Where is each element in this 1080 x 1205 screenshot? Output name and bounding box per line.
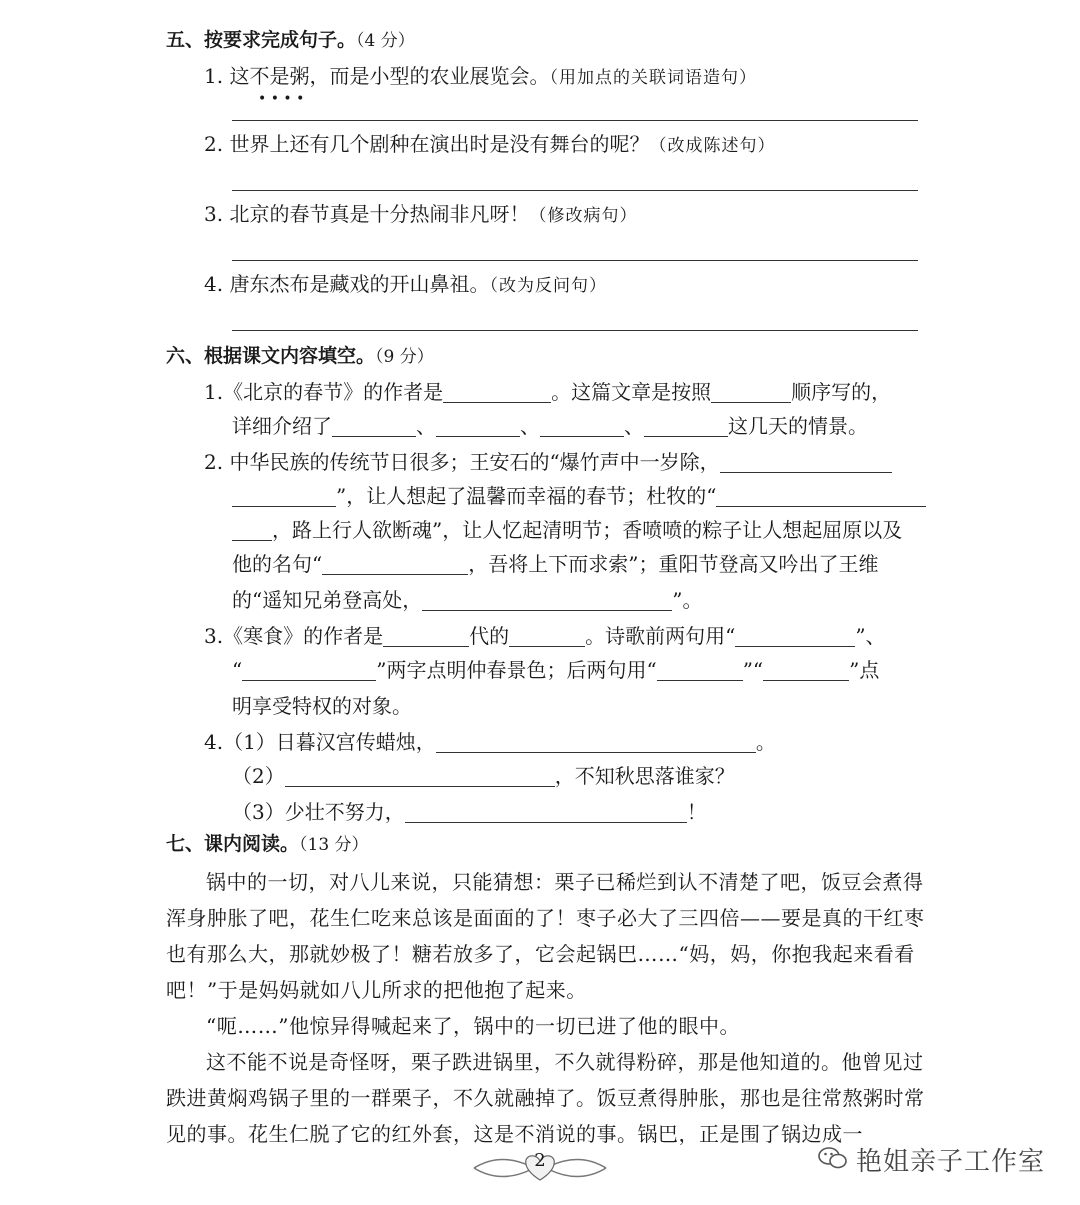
answer-line[interactable] xyxy=(232,120,918,121)
question-text: 1.《北京的春节》的作者是 xyxy=(204,380,444,404)
page-number: 2 xyxy=(534,1150,546,1171)
question-text: 的“遥知兄弟登高处， xyxy=(232,588,423,612)
fill-blank[interactable] xyxy=(735,624,855,647)
fill-blank[interactable] xyxy=(720,450,892,473)
question-text: ”，让人想起了温馨而幸福的春节；杜牧的“ xyxy=(336,484,717,508)
question-text: 代的 xyxy=(469,624,510,648)
question-text: （2） xyxy=(232,764,285,788)
fill-blank[interactable] xyxy=(436,730,756,753)
emphasis-dots: • • • • xyxy=(258,91,305,107)
question-text: 。这篇文章是按照 xyxy=(551,380,712,404)
question-text: ”、 xyxy=(855,624,886,648)
question-text: 、 xyxy=(520,414,540,438)
sec6-q2-line4 xyxy=(232,550,878,578)
fill-blank[interactable] xyxy=(232,484,336,507)
answer-line[interactable] xyxy=(232,330,918,331)
sec6-q1-line2 xyxy=(232,412,868,440)
fill-blank[interactable] xyxy=(232,518,272,541)
section-title: 六、根据课文内容填空。 xyxy=(166,345,376,367)
fill-blank[interactable] xyxy=(716,484,926,507)
question-text: 2. 中华民族的传统节日很多；王安石的“爆竹声中一岁除， xyxy=(204,450,720,474)
question-text: 详细介绍了 xyxy=(232,414,332,438)
question-text: ”点 xyxy=(849,658,880,682)
fill-blank[interactable] xyxy=(383,624,469,647)
sec6-q2-line5 xyxy=(232,586,702,614)
section-5-heading xyxy=(166,26,415,55)
question-text: ”“ xyxy=(742,658,764,682)
question-text: 4.（1）日暮汉宫传蜡烛， xyxy=(204,730,436,754)
fill-blank[interactable] xyxy=(405,800,687,823)
sec5-q3 xyxy=(204,200,637,230)
fill-blank[interactable] xyxy=(422,588,672,611)
fill-blank[interactable] xyxy=(242,658,376,681)
question-text: 、 xyxy=(416,414,436,438)
question-instruction: （改成陈述句） xyxy=(649,136,776,156)
question-text: 顺序写的， xyxy=(791,380,892,404)
wechat-icon xyxy=(818,1146,848,1170)
fill-blank[interactable] xyxy=(322,552,468,575)
reading-paragraph-1: 锅中的一切，对八儿来说，只能猜想：栗子已稀烂到认不清楚了吧，饭豆会煮得浑身肿胀了吧，花生仁吃来总该是面面的了！枣子必大了三四倍——要是真的干红枣也有那么大，那就妙极了！糖若放多了，它会起锅巴……“妈，妈，你抱我起来看看吧！”于是妈妈就如八儿所求的把他抱了起来。 xyxy=(166,870,925,1002)
section-points: （13 分） xyxy=(299,835,369,855)
sec6-q4-1 xyxy=(204,728,776,756)
sec6-q1-line1 xyxy=(204,378,891,406)
question-text: ”两字点明仲春景色；后两句用“ xyxy=(376,658,657,682)
fill-blank[interactable] xyxy=(644,414,728,437)
fill-blank[interactable] xyxy=(332,414,416,437)
answer-line[interactable] xyxy=(232,190,918,191)
section-points: （4 分） xyxy=(356,31,415,51)
question-instruction: （改为反问句） xyxy=(489,276,607,296)
fill-blank[interactable] xyxy=(509,624,585,647)
section-7-heading xyxy=(166,830,369,859)
question-text: 2. 世界上还有几个剧种在演出时是没有舞台的呢？ xyxy=(204,132,650,156)
question-text: 4. 唐东杰布是藏戏的开山鼻祖。 xyxy=(204,272,490,296)
question-text: “ xyxy=(232,658,243,682)
question-instruction: （修改病句） xyxy=(529,206,638,226)
sec6-q4-2 xyxy=(232,762,735,790)
question-text: 3.《寒食》的作者是 xyxy=(204,624,384,648)
question-text: 他的名句“ xyxy=(232,552,323,576)
question-text: 明享受特权的对象。 xyxy=(232,694,412,718)
section-title: 五、按要求完成句子。 xyxy=(166,29,357,51)
sec6-q4-3 xyxy=(232,798,707,826)
question-text: ，不知秋思落谁家？ xyxy=(554,764,735,788)
sec5-q1 xyxy=(204,62,757,92)
question-text: 3. 北京的春节真是十分热闹非凡呀！ xyxy=(204,202,530,226)
question-text: 、 xyxy=(624,414,644,438)
watermark-text: 艳姐亲子工作室 xyxy=(856,1147,1046,1177)
answer-line[interactable] xyxy=(232,260,918,261)
section-title: 七、课内阅读。 xyxy=(166,833,300,855)
sec6-q2-line1 xyxy=(204,448,892,476)
sec6-q2-line2 xyxy=(232,482,926,510)
fill-blank[interactable] xyxy=(285,764,555,787)
question-instruction: （用加点的关联词语造句） xyxy=(549,68,757,88)
fill-blank[interactable] xyxy=(540,414,624,437)
sec5-q2 xyxy=(204,130,775,160)
reading-paragraph-2: “呃……”他惊异得喊起来了，锅中的一切已进了他的眼中。 xyxy=(206,1014,740,1038)
question-text: ，吾将上下而求索”；重阳节登高又吟出了王维 xyxy=(468,552,879,576)
sec5-q4 xyxy=(204,270,607,300)
sec6-q3-line2 xyxy=(232,656,879,684)
question-text: ，路上行人欲断魂”，让人忆起清明节；香喷喷的粽子让人想起屈原以及 xyxy=(272,518,903,542)
fill-blank[interactable] xyxy=(711,380,791,403)
reading-paragraph-3: 这不能不说是奇怪呀，栗子跌进锅里，不久就得粉碎，那是他知道的。他曾见过跌进黄焖鸡锅子里的一群栗子，不久就融掉了。饭豆煮得肿胀，那也是往常熬粥时常见的事。花生仁脱了它的红外套，这是不消说的事。锅巴，正是围了锅边成一 xyxy=(166,1050,925,1146)
sec6-q3-line1 xyxy=(204,622,886,650)
fill-blank[interactable] xyxy=(763,658,849,681)
question-text: 。诗歌前两句用“ xyxy=(585,624,736,648)
sec6-q2-line3 xyxy=(232,516,902,544)
question-text: 1. 这不是粥，而是小型的农业展览会。 xyxy=(204,64,550,88)
question-text: （3）少壮不努力， xyxy=(232,800,405,824)
question-text: ！ xyxy=(686,800,707,824)
question-text: 。 xyxy=(755,730,776,754)
section-6-heading xyxy=(166,342,434,371)
question-text: ”。 xyxy=(672,588,703,612)
fill-blank[interactable] xyxy=(443,380,551,403)
sec6-q3-line3 xyxy=(232,692,412,720)
fill-blank[interactable] xyxy=(436,414,520,437)
question-text: 这几天的情景。 xyxy=(728,414,868,438)
fill-blank[interactable] xyxy=(657,658,743,681)
section-points: （9 分） xyxy=(375,347,434,367)
